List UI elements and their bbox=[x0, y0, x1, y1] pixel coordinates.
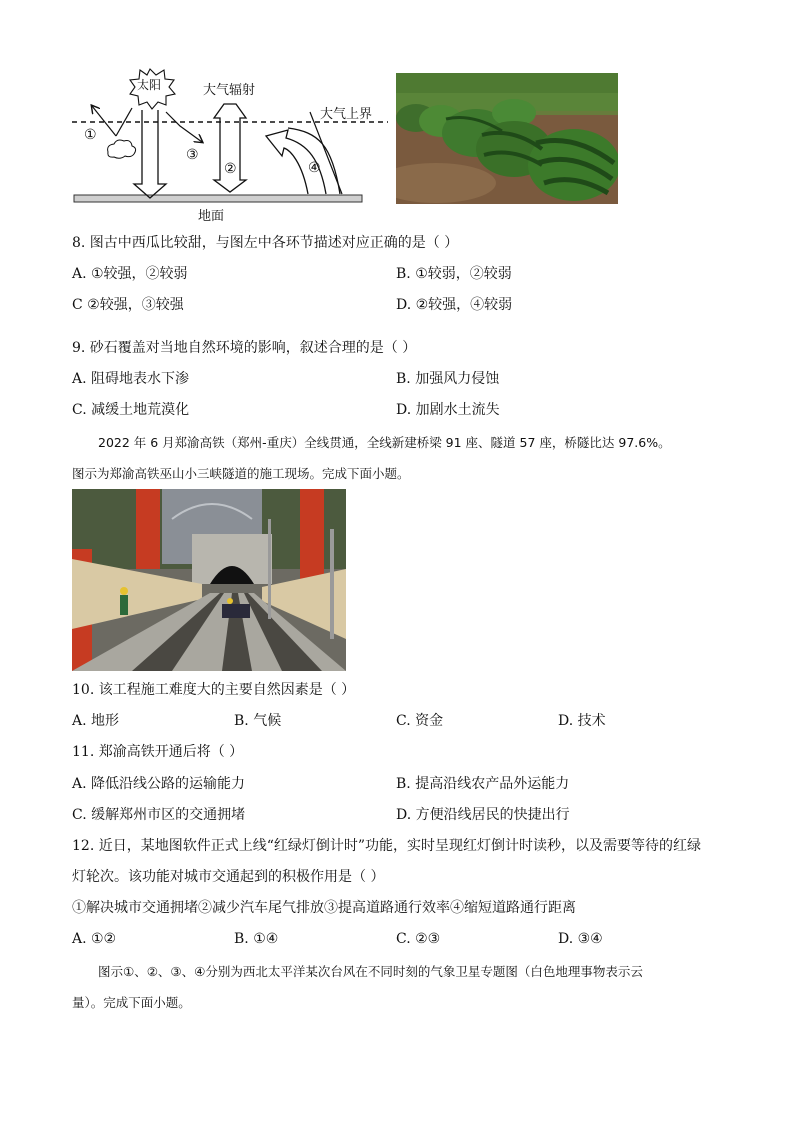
q8-option-c[interactable]: C ②较强，③较强 bbox=[72, 297, 184, 313]
q10-option-a[interactable]: A. 地形 bbox=[72, 713, 120, 729]
q9-option-c[interactable]: C. 减缓土地荒漠化 bbox=[72, 402, 190, 418]
passage1-line2: 图示为郑渝高铁巫山小三峡隧道的施工现场。完成下面小题。 bbox=[72, 466, 410, 481]
passage2-line2: 量）。完成下面小题。 bbox=[72, 995, 191, 1010]
atmos-radiation-label: 大气辐射 bbox=[203, 83, 256, 98]
q11-option-a[interactable]: A. 降低沿线公路的运输能力 bbox=[72, 776, 246, 792]
q9-stem: 9. 砂石覆盖对当地自然环境的影响，叙述合理的是（ ） bbox=[72, 340, 417, 356]
ground-bar bbox=[74, 195, 362, 202]
passage1-line1: 2022 年 6 月郑渝高铁（郑州-重庆）全线贯通，全线新建桥梁 91 座、隧道 57 座，桥隧比达 97.6%。 bbox=[98, 435, 671, 450]
q11-stem: 11. 郑渝高铁开通后将（ ） bbox=[72, 744, 244, 760]
q12-statements: ①解决城市交通拥堵②减少汽车尾气排放③提高道路通行效率④缩短道路通行距离 bbox=[72, 900, 576, 916]
cloud-icon bbox=[108, 140, 136, 158]
q11-option-d[interactable]: D. 方便沿线居民的快捷出行 bbox=[396, 807, 570, 823]
mark-3: ③ bbox=[186, 147, 199, 163]
q8-option-b[interactable]: B. ①较弱，②较弱 bbox=[396, 266, 512, 282]
q10-option-c[interactable]: C. 资金 bbox=[396, 713, 444, 729]
q12-stem-line1: 12. 近日，某地图软件正式上线“红绿灯倒计时”功能，实时呈现红灯倒计时读秒，以及需要等待的红绿 bbox=[72, 838, 702, 854]
passage2-line1: 图示①、②、③、④分别为西北太平洋某次台风在不同时刻的气象卫星专题图（白色地理事物表示云 bbox=[98, 964, 643, 979]
q12-option-d[interactable]: D. ③④ bbox=[558, 931, 603, 947]
q12-stem-line2: 灯轮次。该功能对城市交通起到的积极作用是（ ） bbox=[72, 869, 385, 885]
mark-2: ② bbox=[224, 161, 237, 177]
q11-option-c[interactable]: C. 缓解郑州市区的交通拥堵 bbox=[72, 807, 246, 823]
q10-option-b[interactable]: B. 气候 bbox=[234, 713, 282, 729]
sun-label: 太阳 bbox=[137, 78, 162, 92]
q9-option-a[interactable]: A. 阻碍地表水下渗 bbox=[72, 371, 190, 387]
mark-4: ④ bbox=[308, 160, 321, 176]
q12-option-c[interactable]: C. ②③ bbox=[396, 931, 441, 947]
q12-option-b[interactable]: B. ①④ bbox=[234, 931, 279, 947]
atmos-top-label: 大气上界 bbox=[320, 107, 373, 122]
ground-label: 地面 bbox=[198, 209, 225, 224]
q10-option-d[interactable]: D. 技术 bbox=[558, 713, 606, 729]
tunnel-photo bbox=[72, 489, 346, 671]
q8-stem: 8. 图古中西瓜比较甜，与图左中各环节描述对应正确的是（ ） bbox=[72, 235, 459, 251]
watermelon-photo bbox=[396, 73, 618, 204]
q9-option-d[interactable]: D. 加剧水土流失 bbox=[396, 402, 500, 418]
q10-stem: 10. 该工程施工难度大的主要自然因素是（ ） bbox=[72, 682, 356, 698]
q9-option-b[interactable]: B. 加强风力侵蚀 bbox=[396, 371, 500, 387]
radiation-diagram bbox=[70, 64, 390, 230]
q11-option-b[interactable]: B. 提高沿线农产品外运能力 bbox=[396, 776, 570, 792]
mark-1: ① bbox=[84, 127, 97, 143]
q8-option-d[interactable]: D. ②较强，④较弱 bbox=[396, 297, 513, 313]
q12-option-a[interactable]: A. ①② bbox=[72, 931, 117, 947]
q8-option-a[interactable]: A. ①较强，②较弱 bbox=[72, 266, 188, 282]
